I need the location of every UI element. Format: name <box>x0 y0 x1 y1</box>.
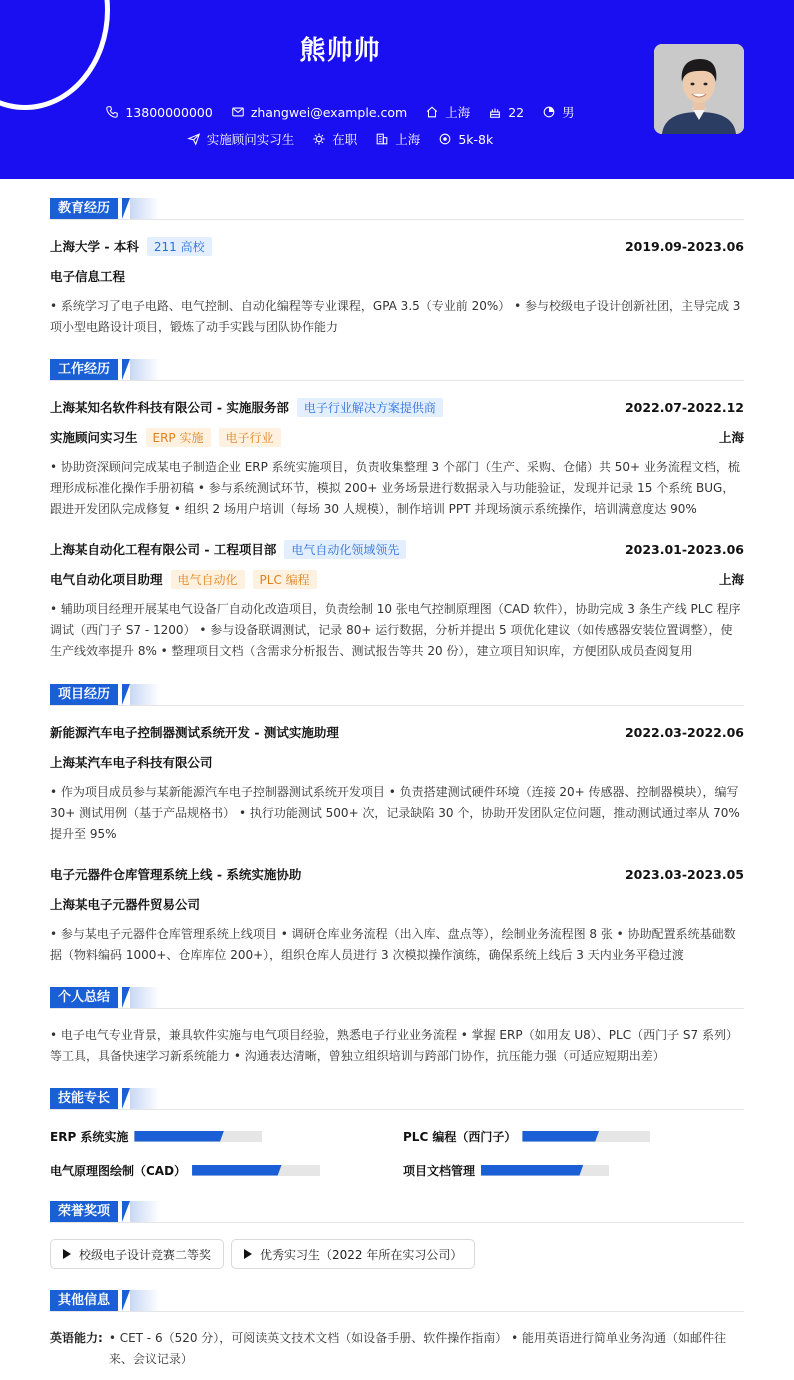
other-section <box>50 1290 744 1372</box>
gender-text: 男 <box>562 105 575 120</box>
education-desc: • 系统学习了电子电路、电气控制、自动化编程等专业课程，GPA 3.5（专业前 20%） • 参与校级电子设计创新社团，主导完成 3 项小型电路设计项目，锻炼了动手实践与团队协作能力 <box>50 299 741 334</box>
skill-bar-fill <box>134 1131 224 1142</box>
age-text: 22 <box>508 104 525 120</box>
other-title: 其他信息 <box>50 1290 118 1311</box>
award-item <box>50 1239 224 1269</box>
skill-bar <box>522 1131 650 1142</box>
awards-list <box>50 1239 744 1271</box>
city-text: 上海 <box>445 105 471 120</box>
summary-header <box>50 987 744 1009</box>
school-name: 上海大学 - 本科 <box>50 239 139 254</box>
project-date: 2023.03-2023.05 <box>624 866 744 882</box>
email-icon <box>231 105 245 119</box>
skill-item <box>403 1128 650 1144</box>
work-city-info <box>375 130 420 148</box>
title-tail <box>130 1088 160 1109</box>
education-row <box>50 237 744 255</box>
job-intent-row <box>0 130 680 148</box>
work-section <box>50 359 744 658</box>
english-label: 英语能力: <box>50 1331 103 1345</box>
work-title: 工作经历 <box>50 359 118 380</box>
title-tail <box>130 987 160 1008</box>
school-tag: 211 高校 <box>147 237 212 256</box>
project-2-header <box>50 865 744 883</box>
status-icon <box>312 132 326 146</box>
title-notch <box>122 684 130 705</box>
project-org: 上海某汽车电子科技有限公司 <box>50 755 213 770</box>
awards-section <box>50 1201 744 1276</box>
project-org: 上海某电子元器件贸易公司 <box>50 897 201 912</box>
skill-name: PLC 编程（西门子） <box>403 1129 517 1144</box>
work-date: 2022.07-2022.12 <box>624 399 744 415</box>
gender-icon <box>542 105 556 119</box>
skill-name: ERP 系统实施 <box>50 1129 129 1144</box>
salary-info <box>438 132 493 147</box>
major-row <box>50 267 744 285</box>
work-item-2-role <box>50 570 744 588</box>
work-location: 上海 <box>718 572 744 587</box>
skill-tag: ERP 实施 <box>146 428 211 447</box>
award-text: 校级电子设计竞赛二等奖 <box>79 1247 212 1262</box>
skill-bar-fill <box>481 1165 583 1176</box>
title-tail <box>130 359 160 380</box>
projects-section <box>50 684 744 962</box>
project-2-desc: • 参与某电子元器件仓库管理系统上线项目 • 调研仓库业务流程（出入库、盘点等），绘制业务流程图 8 张 • 协助配置系统基础数据（物料编码 1000+、仓库库位 200+），组织仓库人员进行 3 次模拟操作演练，确保系统上线后 3 天内业务平稳过渡 <box>50 927 736 962</box>
skill-tag: 电气自动化 <box>171 570 245 589</box>
company-name: 上海某自动化工程有限公司 - 工程项目部 <box>50 542 277 557</box>
summary-title: 个人总结 <box>50 987 118 1008</box>
skill-tag: 电子行业 <box>219 428 281 447</box>
city-info <box>425 103 470 121</box>
projects-header <box>50 684 744 706</box>
company-tag: 电气自动化领域领先 <box>284 540 406 559</box>
resume-header <box>0 0 794 179</box>
work-header <box>50 359 744 381</box>
work-date: 2023.01-2023.06 <box>624 541 744 557</box>
skill-bar <box>481 1165 609 1176</box>
project-date: 2022.03-2022.06 <box>624 724 744 740</box>
work-item-2-header <box>50 540 744 558</box>
work-location: 上海 <box>718 430 744 445</box>
title-notch <box>122 359 130 380</box>
company-name: 上海某知名软件科技有限公司 - 实施服务部 <box>50 400 289 415</box>
target-role-info <box>187 130 295 148</box>
home-icon <box>425 105 439 119</box>
title-notch <box>122 1290 130 1311</box>
english-desc: • CET - 6（520 分），可阅读英文技术文档（如设备手册、软件操作指南） • 能用英语进行简单业务沟通（如邮件往来、会议记录） <box>108 1331 727 1366</box>
title-tail <box>130 1201 160 1222</box>
project-1-header <box>50 723 744 741</box>
title-tail <box>130 1290 160 1311</box>
other-header <box>50 1290 744 1312</box>
title-tail <box>130 684 160 705</box>
work-item-1-header <box>50 398 744 416</box>
work-item-2-desc: • 辅助项目经理开展某电气设备厂自动化改造项目，负责绘制 10 张电气控制原理图（CAD 软件），协助完成 3 条生产线 PLC 程序调试（西门子 S7 - 1200） • 参与设备联调测试，记录 80+ 运行数据，分析并提出 5 项优化建议（如传感器安装位置调整），使生产线效率提升 8% • 整理项目文档（含需求分析报告、测试报告等共 20 份），建立项目知识库，方便团队成员查阅复用 <box>50 602 741 658</box>
age-icon <box>488 105 502 119</box>
project-1-desc: • 作为项目成员参与某新能源汽车电子控制器测试系统开发项目 • 负责搭建测试硬件环境（连接 20+ 传感器、控制器模块），编写 30+ 测试用例（基于产品规格书） • 执行功能测试 500+ 次，记录缺陷 30 个，协助开发团队定位问题，推动测试通过率从 70% 提升至 95% <box>50 785 740 841</box>
summary-desc: • 电子电气专业背景，兼具软件实施与电气项目经验，熟悉电子行业业务流程 • 掌握 ERP（如用友 U8）、PLC（西门子 S7 系列）等工具，具备快速学习新系统能力 • 沟通表达清晰，曾独立组织培训与跨部门协作，抗压能力强（可适应短期出差） <box>50 1028 738 1063</box>
project-1-org <box>50 753 744 771</box>
age-info <box>488 105 524 120</box>
contact-row <box>0 103 680 121</box>
education-date: 2019.09-2023.06 <box>624 238 744 254</box>
projects-title: 项目经历 <box>50 684 118 705</box>
education-section <box>50 198 744 334</box>
project-name: 电子元器件仓库管理系统上线 - 系统实施协助 <box>50 867 302 882</box>
phone-icon <box>105 105 119 119</box>
role-name: 实施顾问实习生 <box>50 430 138 445</box>
building-icon <box>375 132 389 146</box>
title-notch <box>122 987 130 1008</box>
target-role-text: 实施顾问实习生 <box>206 132 295 147</box>
skill-bar-fill <box>522 1131 599 1142</box>
major-name: 电子信息工程 <box>50 269 126 284</box>
project-2-org <box>50 895 744 913</box>
skill-bar <box>134 1131 262 1142</box>
gender-info <box>542 103 575 121</box>
skill-name: 电气原理图绘制（CAD） <box>50 1163 187 1178</box>
salary-text: 5k-8k <box>458 131 494 147</box>
phone-info <box>105 105 212 120</box>
status-text: 在职 <box>332 132 358 147</box>
status-info <box>312 130 357 148</box>
education-header <box>50 198 744 220</box>
skill-bar <box>192 1165 320 1176</box>
skills-header <box>50 1088 744 1110</box>
play-icon <box>244 1249 252 1259</box>
skill-name: 项目文档管理 <box>403 1163 476 1178</box>
project-name: 新能源汽车电子控制器测试系统开发 - 测试实施助理 <box>50 725 339 740</box>
title-tail <box>130 198 160 219</box>
company-tag: 电子行业解决方案提供商 <box>297 398 443 417</box>
work-city-text: 上海 <box>395 132 421 147</box>
portrait-image <box>654 44 744 134</box>
send-icon <box>187 132 201 146</box>
skills-section <box>50 1088 744 1188</box>
role-name: 电气自动化项目助理 <box>50 572 163 587</box>
phone-text: 13800000000 <box>125 104 213 120</box>
summary-section <box>50 987 744 1063</box>
skill-item <box>50 1162 320 1178</box>
email-text: zhangwei@example.com <box>250 104 408 120</box>
title-notch <box>122 198 130 219</box>
education-title: 教育经历 <box>50 198 118 219</box>
title-notch <box>122 1201 130 1222</box>
skill-tag: PLC 编程 <box>253 570 317 589</box>
english-row <box>50 1328 744 1370</box>
salary-icon <box>438 132 452 146</box>
avatar <box>654 44 744 134</box>
skills-title: 技能专长 <box>50 1088 118 1109</box>
skill-item <box>403 1162 609 1178</box>
award-item <box>231 1239 475 1269</box>
candidate-name: 熊帅帅 <box>299 36 381 66</box>
play-icon <box>63 1249 71 1259</box>
skill-item <box>50 1128 262 1144</box>
work-item-1-desc: • 协助资深顾问完成某电子制造企业 ERP 系统实施项目，负责收集整理 3 个部门（生产、采购、仓储）共 50+ 业务流程文档，梳理形成标准化操作手册初稿 • 参与系统测试环节，模拟 200+ 业务场景进行数据录入与功能验证，发现并记录 15 个系统 BUG，跟进开发团队完成修复 • 组织 2 场用户培训（每场 30 人规模），制作培训 PPT 并现场演示系统操作，培训满意度达 90% <box>50 460 740 516</box>
awards-header <box>50 1201 744 1223</box>
skill-bar-fill <box>192 1165 282 1176</box>
email-info <box>231 105 407 120</box>
title-notch <box>122 1088 130 1109</box>
awards-title: 荣誉奖项 <box>50 1201 118 1222</box>
award-text: 优秀实习生（2022 年所在实习公司） <box>260 1247 463 1262</box>
work-item-1-role <box>50 428 744 446</box>
